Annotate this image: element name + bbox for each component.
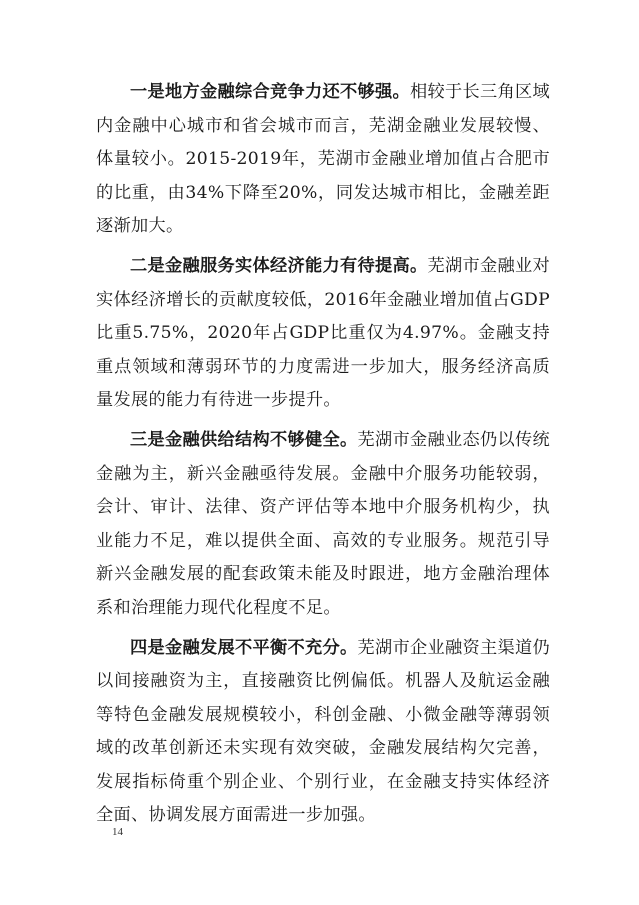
paragraph-body: 相较于长三角区域内金融中心城市和省会城市而言，芜湖金融业发展较慢、体量较小。2015-2019年，芜湖市金融业增加值占合肥市的比重，由34%下降至20%，同发达城市相比，金融差距逐渐加大。	[96, 82, 550, 237]
paragraph-competitiveness	[96, 76, 550, 244]
page-number: 14	[112, 826, 123, 838]
paragraph-lead: 三是金融供给结构不够健全。	[130, 429, 358, 450]
paragraph-real-economy	[96, 250, 550, 418]
paragraph-body: 芜湖市企业融资主渠道仍以间接融资为主，直接融资比例偏低。机器人及航运金融等特色金融发展规模较小，科创金融、小微金融等薄弱领域的改革创新还未实现有效突破，金融发展结构欠完善，发展指标倚重个别企业、个别行业，在金融支持实体经济全面、协调发展方面需进一步加强。	[96, 637, 550, 826]
document-body	[96, 76, 550, 839]
paragraph-lead: 二是金融服务实体经济能力有待提高。	[130, 255, 428, 276]
paragraph-body: 芜湖市金融业对实体经济增长的贡献度较低，2016年金融业增加值占GDP比重5.75%，2020年占GDP比重仅为4.97%。金融支持重点领域和薄弱环节的力度需进一步加大，服务经济高质量发展的能力有待进一步提升。	[96, 255, 550, 411]
paragraph-imbalance	[96, 632, 550, 834]
paragraph-lead: 四是金融发展不平衡不充分。	[130, 637, 358, 658]
paragraph-body: 芜湖市金融业态仍以传统金融为主，新兴金融亟待发展。金融中介服务功能较弱，会计、审计、法律、资产评估等本地中介服务机构少，执业能力不足，难以提供全面、高效的专业服务。规范引导新兴金融发展的配套政策未能及时跟进，地方金融治理体系和治理能力现代化程度不足。	[96, 429, 550, 618]
paragraph-lead: 一是地方金融综合竞争力还不够强。	[130, 82, 410, 102]
paragraph-supply-structure	[96, 424, 550, 626]
